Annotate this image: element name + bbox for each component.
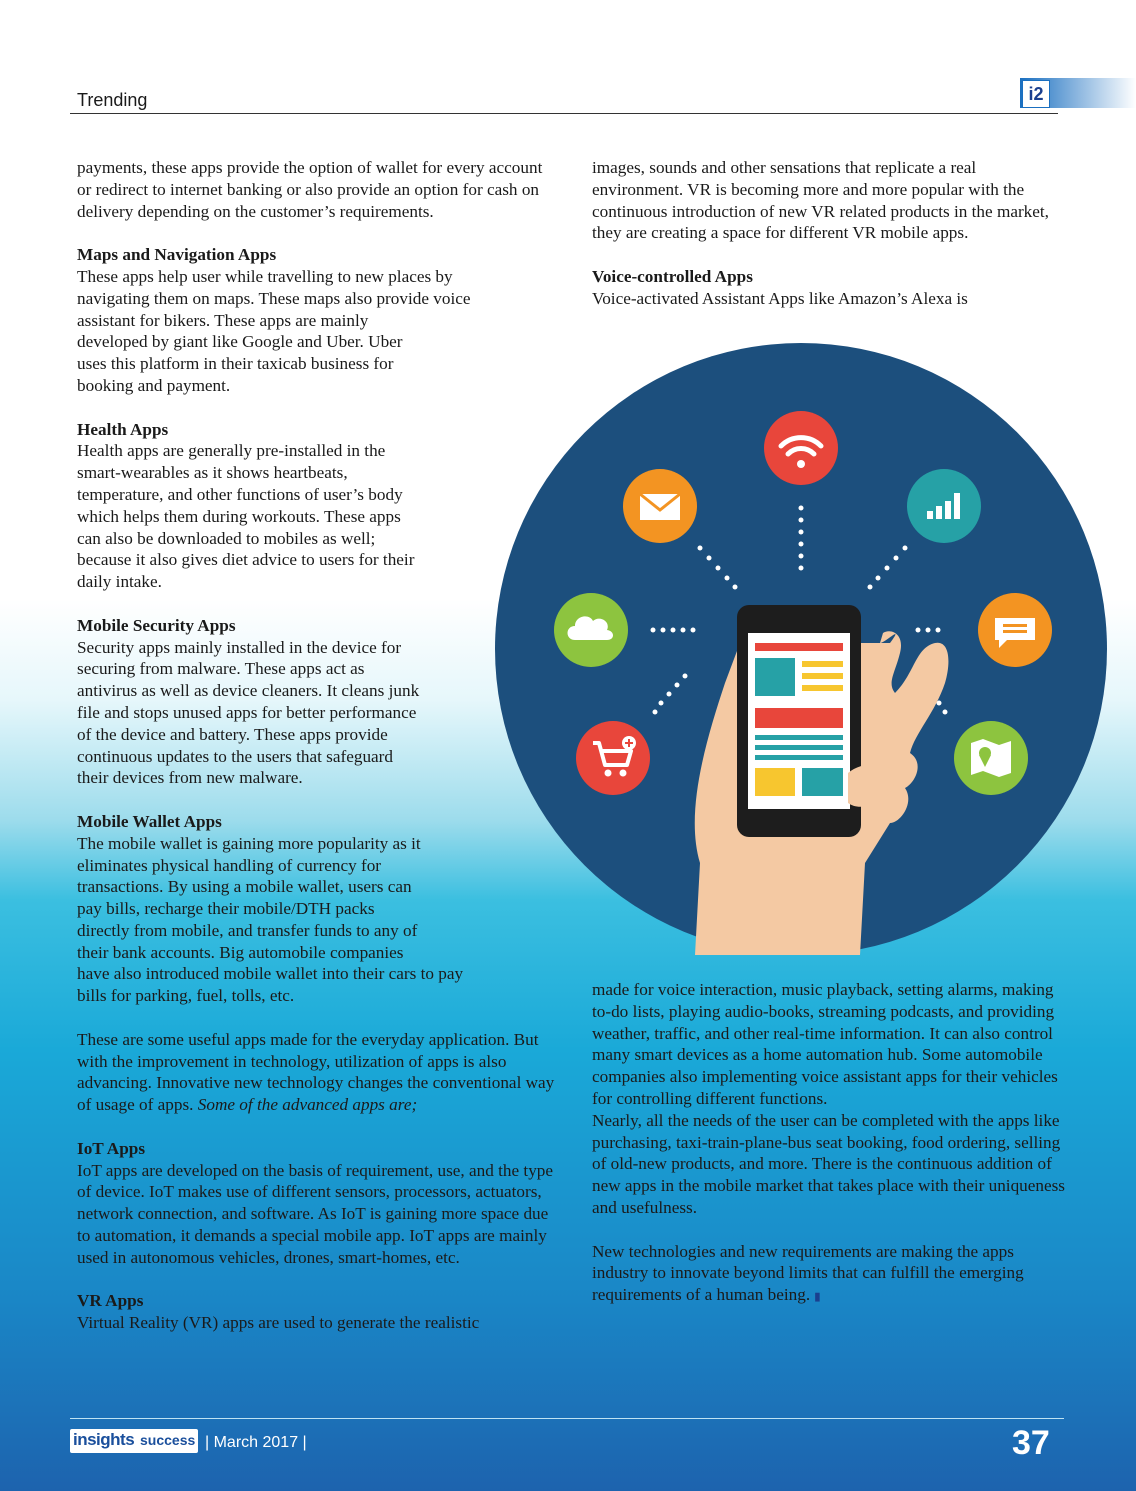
- page-number: 37: [1012, 1424, 1050, 1462]
- section-title-health: Health Apps: [77, 419, 169, 439]
- vr-continued-paragraph: images, sounds and other sensations that replicate a real environment. VR is becoming more and more popular with the continuous introduction of new VR related products in the market, they are creating a space for different VR mobile apps.: [592, 158, 1049, 243]
- right-column-top: [592, 157, 1067, 310]
- wifi-icon: [764, 411, 838, 485]
- summary-italic: Some of the advanced apps are;: [197, 1095, 418, 1115]
- right-column-bottom: [592, 979, 1072, 1309]
- cloud-icon: [554, 593, 628, 667]
- header-divider: [70, 113, 1058, 114]
- voice-continued-paragraph: made for voice interaction, music playback, setting alarms, making to-do lists, playing audio-books, streaming podcasts, and providing weather, traffic, and other real-time information. It can also control many smart devices as a home automation hub. Some automobile companies also implementing voice assistant apps for their vehicles for controlling different functions.: [592, 980, 1058, 1108]
- intro-paragraph: payments, these apps provide the option of wallet for every account or redirect to internet banking or also provide an option for cash on delivery depending on the customer’s requirements.: [77, 158, 543, 221]
- left-column: [77, 157, 557, 1334]
- section-label: Trending: [77, 90, 148, 110]
- magazine-logo-icon: i2: [1022, 80, 1050, 108]
- closing-paragraph: New technologies and new requirements are making the apps industry to innovate beyond limits that can fulfill the emerging requirements of a human being. ▮: [592, 1241, 1024, 1305]
- mail-icon: [623, 469, 697, 543]
- section-body-health: Health apps are generally pre-installed in the smart-wearables as it shows heartbeats, temperature, and other functions of user’s body which helps them during workouts. These apps can also be downloaded to mobiles as well; because it also gives diet advice to users for their daily intake.: [77, 441, 415, 592]
- mobile-apps-illustration: [495, 343, 1107, 955]
- issue-date: | March 2017 |: [205, 1434, 307, 1451]
- map-icon: [954, 721, 1028, 795]
- section-body-wallet: The mobile wallet is gaining more popularity as it eliminates physical handling of currency for transactions. By using a mobile wallet, users can pay bills, recharge their mobile/DTH packs directly from mobile, and transfer funds to any of their bank accounts. Big automobile companies have also introduced mobile wallet into their cars to pay bills for parking, fuel, tolls, etc.: [77, 833, 464, 1006]
- section-title-vr: VR Apps: [77, 1291, 144, 1311]
- screen-header-bar: [755, 643, 843, 651]
- cart-icon: [576, 721, 650, 795]
- section-title-iot: IoT Apps: [77, 1138, 146, 1158]
- section-body-maps: These apps help user while travelling to new places by navigating them on maps. These maps also provide voice assistant for bikers. These apps are mainly developed by giant like Google and Uber. Uber uses this platform in their taxicab business for booking and payment.: [77, 266, 471, 395]
- voice-intro-paragraph: Voice-activated Assistant Apps like Amazon’s Alexa is: [592, 288, 968, 308]
- summary-paragraph: These are some useful apps made for the everyday application. But with the improvement in technology, utilization of apps is also advancing. Innovative new technology changes the conventional way of usage of apps. Some of the advanced apps are;: [77, 1029, 555, 1115]
- screen-image-block: [755, 658, 795, 696]
- section-body-iot: IoT apps are developed on the basis of requirement, use, and the type of device. IoT makes use of different sensors, processors, actuators, network connection, and software. As IoT is gaining more space due to automation, it demands a special mobile app. IoT apps are mainly used in autonomous vehicles, drones, smart-homes, etc.: [77, 1160, 554, 1267]
- section-body-vr: Virtual Reality (VR) apps are used to generate the realistic: [77, 1313, 480, 1333]
- chat-icon: [978, 593, 1052, 667]
- publisher-logo: insights success: [70, 1429, 198, 1453]
- end-mark-icon: ▮: [814, 1291, 821, 1304]
- footer-divider: [70, 1418, 1064, 1419]
- screen-banner: [755, 708, 843, 728]
- section-title-wallet: Mobile Wallet Apps: [77, 811, 222, 831]
- bar-chart-icon: [907, 469, 981, 543]
- section-title-security: Mobile Security Apps: [77, 615, 236, 635]
- section-body-security: Security apps mainly installed in the device for securing from malware. These apps act as antivirus as well as device cleaners. It cleans junk file and stops unused apps for better performance of the device and battery. These apps provide continuous updates to the users that safeguard their devices from new malware.: [77, 637, 420, 788]
- section-title-maps: Maps and Navigation Apps: [77, 245, 277, 265]
- section-title-voice: Voice-controlled Apps: [592, 266, 753, 286]
- needs-paragraph: Nearly, all the needs of the user can be completed with the apps like purchasing, taxi-train-plane-bus seat booking, food ordering, selling of old-new products, and more. There is the continuous addition of new apps in the mobile market that takes place with their uniqueness and usefulness.: [592, 1110, 1066, 1217]
